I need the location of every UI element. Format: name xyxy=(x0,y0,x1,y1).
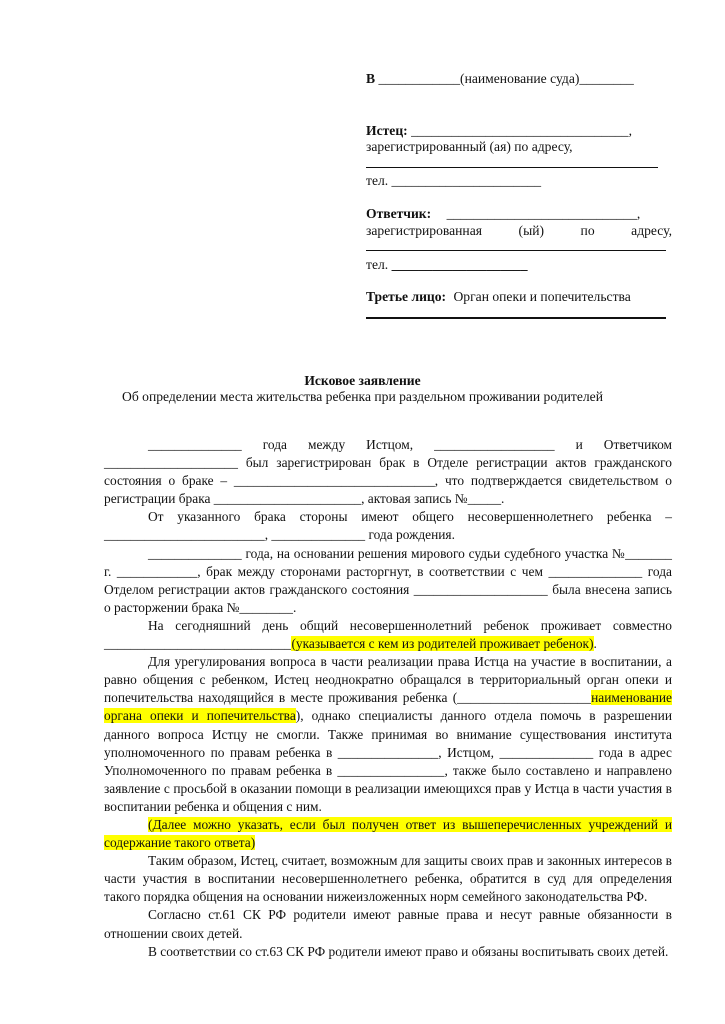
paragraph-article-63: В соответствии со ст.63 СК РФ родители имеют право и обязаны воспитывать своих детей. xyxy=(148,943,669,959)
paragraph-marriage: ______________ года между Истцом, __________________ и Ответчиком ____________________ был зарегистрирован брак в Отделе регистрации актов гражданского состояния о браке – ______________________________, что подтверждается свидетельством о регистрации брака ______________________, актовая запись №_____. xyxy=(104,437,672,507)
highlight-residence-note: (указывается с кем из родителей проживает ребенок) xyxy=(291,636,594,652)
paragraph-child: От указанного брака стороны имеют общего несовершеннолетнего ребенка – ________________________, ______________ года рождения. xyxy=(104,509,672,543)
highlight-response-note: (Далее можно указать, если был получен ответ из вышеперечисленных учреждений и содержание такого ответа) xyxy=(104,816,672,851)
paragraph-divorce: ______________ года, на основании решения мирового судьи судебного участка №_______ г. ____________, брак между сторонами расторгнут, в соответствии с чем ______________ года Отделом регистрации актов гражданского состояния ____________________ была внесена запись о расторжении брака №________. xyxy=(104,545,672,615)
defendant-tel-label: тел. xyxy=(366,257,389,272)
defendant-tel-field: ____________________ xyxy=(391,257,528,272)
plaintiff-address: зарегистрированный (ая) по адресу, xyxy=(366,139,573,154)
paragraph-response-note xyxy=(104,816,672,852)
third-party-line xyxy=(366,288,672,305)
claim-title: Исковое заявление xyxy=(304,373,421,388)
third-party-label: Третье лицо: xyxy=(366,289,447,304)
plaintiff-line xyxy=(366,122,676,139)
plaintiff-tel: тел. ______________________ xyxy=(366,173,542,188)
defendant-address: зарегистрированная (ый) по адресу, xyxy=(366,223,672,238)
court-field: ____________(наименование суда)________ xyxy=(378,71,634,86)
plaintiff-field: ________________________________, xyxy=(411,123,632,138)
claim-body xyxy=(104,436,672,961)
third-party-line-rule xyxy=(366,317,666,319)
highlight-guardianship-name: наименование органа опеки и попечительства xyxy=(104,690,672,724)
defendant-line xyxy=(366,205,676,222)
plaintiff-label: Истец: xyxy=(366,123,408,138)
court-prefix: В xyxy=(366,71,376,86)
court-line xyxy=(366,70,676,87)
paragraph-residence: На сегодняшний день общий несовершеннолетний ребенок проживает совместно ____________________________(указывается с кем из родителей проживает ребенок). xyxy=(104,617,672,652)
paragraph-article-61: Согласно ст.61 СК РФ родители имеют равные права и несут равные обязанности в отношении своих детей. xyxy=(104,907,672,941)
paragraph-conclusion: Таким образом, Истец, считает, возможным для защиты своих прав и законных интересов в части участия в воспитании несовершеннолетнего ребенка, обратится в суд для определения такого порядка общения на основании нижеизложенных норм семейного законодательства РФ. xyxy=(104,853,672,905)
third-party-text: Орган опеки и попечительства xyxy=(453,289,631,304)
defendant-tel xyxy=(366,256,676,273)
defendant-field: ____________________________, xyxy=(446,206,641,221)
plaintiff-address-line xyxy=(366,167,658,168)
paragraph-guardianship: Для урегулирования вопроса в части реализации права Истца на участие в воспитании, а равно общения с ребенком, Истец неоднократно обращался в территориальный орган опеки и попечительства находящийся в месте проживания ребенка (____________________наименование органа опеки и попечительства), однако специалисты данного отдела помочь в разрешении данного вопроса Истцу не смогли. Также принимая во внимание существования института уполномоченного по правам ребенка в _______________, Истцом, ______________ года в адрес Уполномоченного по правам ребенка в ________________, также было составлено и направлено заявление с просьбой в оказании помощи в реализации имеющихся прав у Истца в части участия в воспитании ребенка и общения с ним. xyxy=(104,654,672,814)
defendant-label: Ответчик: xyxy=(366,206,432,221)
defendant-address-line xyxy=(366,250,666,251)
claim-subtitle: Об определении места жительства ребенка при раздельном проживании родителей xyxy=(122,389,603,404)
